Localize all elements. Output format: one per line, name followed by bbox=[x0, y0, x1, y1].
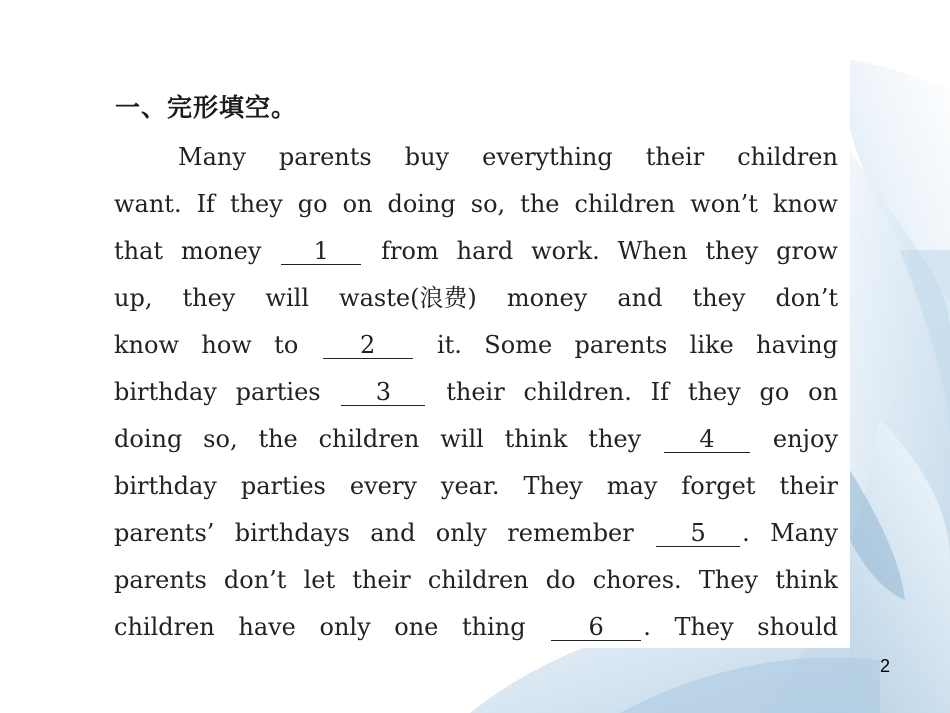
word: birthday bbox=[114, 378, 217, 406]
word: have bbox=[238, 613, 296, 641]
word: they bbox=[687, 378, 741, 406]
word: remember bbox=[507, 519, 634, 547]
word: doing bbox=[114, 425, 183, 453]
word: on bbox=[342, 190, 373, 218]
word: buy bbox=[404, 143, 450, 171]
passage-line bbox=[114, 328, 838, 362]
word: If bbox=[650, 378, 670, 406]
word: up, bbox=[114, 284, 153, 312]
blank-with-punct bbox=[279, 234, 363, 268]
section-heading: 一、完形填空。 bbox=[115, 93, 298, 122]
word: the bbox=[520, 190, 560, 218]
word: think bbox=[504, 425, 568, 453]
word: one bbox=[394, 613, 439, 641]
word: the bbox=[258, 425, 298, 453]
word: only bbox=[319, 613, 371, 641]
word: how bbox=[201, 331, 252, 359]
passage-line bbox=[114, 234, 838, 268]
blank-5[interactable]: 5 bbox=[656, 520, 740, 547]
word: will bbox=[440, 425, 484, 453]
word: parents bbox=[114, 566, 207, 594]
word: don’t bbox=[775, 284, 838, 312]
word: children bbox=[737, 143, 838, 171]
word: work. bbox=[531, 237, 600, 265]
word: doing bbox=[387, 190, 456, 218]
word: children bbox=[427, 566, 529, 594]
word: may bbox=[606, 472, 658, 500]
blank-2[interactable]: 2 bbox=[323, 332, 413, 359]
word: forget bbox=[681, 472, 756, 500]
word: to bbox=[274, 331, 299, 359]
word: and bbox=[617, 284, 663, 312]
word: they bbox=[182, 284, 236, 312]
word: only bbox=[435, 519, 487, 547]
word: should bbox=[757, 613, 838, 641]
word: they bbox=[588, 425, 642, 453]
word: children. bbox=[523, 378, 632, 406]
word: every bbox=[349, 472, 417, 500]
word: waste(浪费) bbox=[339, 284, 477, 312]
passage-line bbox=[178, 140, 838, 174]
word: so, bbox=[470, 190, 506, 218]
word: parents bbox=[278, 143, 372, 171]
word: from bbox=[381, 237, 439, 265]
word: their bbox=[779, 472, 838, 500]
word: go bbox=[297, 190, 328, 218]
word: They bbox=[698, 566, 759, 594]
word: children bbox=[318, 425, 420, 453]
word: want. bbox=[114, 190, 182, 218]
punctuation: . bbox=[742, 519, 750, 547]
passage-line bbox=[114, 563, 838, 597]
word: so, bbox=[203, 425, 238, 453]
word: birthdays bbox=[234, 519, 350, 547]
word: their bbox=[645, 143, 705, 171]
passage-line bbox=[114, 610, 838, 644]
word: children bbox=[574, 190, 676, 218]
word: Many bbox=[770, 519, 838, 547]
word: let bbox=[303, 566, 336, 594]
blank-3[interactable]: 3 bbox=[341, 379, 425, 406]
word: Some bbox=[484, 331, 553, 359]
word: money bbox=[180, 237, 262, 265]
word: They bbox=[523, 472, 583, 500]
word: will bbox=[265, 284, 309, 312]
word: hard bbox=[456, 237, 514, 265]
blank-with-punct bbox=[321, 328, 415, 362]
word: won’t bbox=[690, 190, 758, 218]
word: chores. bbox=[592, 566, 682, 594]
word: having bbox=[756, 331, 838, 359]
word: their bbox=[352, 566, 411, 594]
word: year. bbox=[440, 472, 500, 500]
word: that bbox=[114, 237, 164, 265]
punctuation: . bbox=[643, 613, 651, 641]
word: enjoy bbox=[772, 425, 838, 453]
blank-with-punct bbox=[549, 610, 651, 644]
word: know bbox=[772, 190, 838, 218]
word: birthday bbox=[114, 472, 217, 500]
word: parents’ bbox=[114, 519, 215, 547]
blank-1[interactable]: 1 bbox=[281, 238, 361, 265]
blank-4[interactable]: 4 bbox=[664, 426, 750, 453]
word: grow bbox=[776, 237, 838, 265]
word: they bbox=[229, 190, 283, 218]
blank-with-punct bbox=[654, 516, 750, 550]
word: thing bbox=[461, 613, 526, 641]
word: If bbox=[196, 190, 215, 218]
passage-line bbox=[114, 422, 838, 456]
word: know bbox=[114, 331, 179, 359]
word: everything bbox=[482, 143, 613, 171]
word: money bbox=[506, 284, 588, 312]
passage-line bbox=[114, 281, 838, 315]
word: parents bbox=[574, 331, 668, 359]
word: parties bbox=[240, 472, 326, 500]
word: When bbox=[617, 237, 688, 265]
word: go bbox=[759, 378, 790, 406]
word: their bbox=[446, 378, 505, 406]
word: They bbox=[674, 613, 734, 641]
blank-with-punct bbox=[339, 375, 427, 409]
word: children bbox=[114, 613, 215, 641]
passage-line bbox=[114, 469, 838, 503]
word: they bbox=[692, 284, 746, 312]
word: like bbox=[689, 331, 734, 359]
word: parties bbox=[235, 378, 321, 406]
word: do bbox=[545, 566, 576, 594]
passage-line bbox=[114, 516, 838, 550]
passage-line bbox=[114, 375, 838, 409]
word: Many bbox=[178, 143, 246, 171]
word: don’t bbox=[223, 566, 287, 594]
word: they bbox=[705, 237, 759, 265]
word: it. bbox=[436, 331, 462, 359]
word: think bbox=[775, 566, 838, 594]
blank-6[interactable]: 6 bbox=[551, 614, 641, 641]
word: on bbox=[808, 378, 838, 406]
passage-line bbox=[114, 187, 838, 221]
page-number: 2 bbox=[880, 656, 891, 676]
blank-with-punct bbox=[662, 422, 752, 456]
word: and bbox=[370, 519, 416, 547]
